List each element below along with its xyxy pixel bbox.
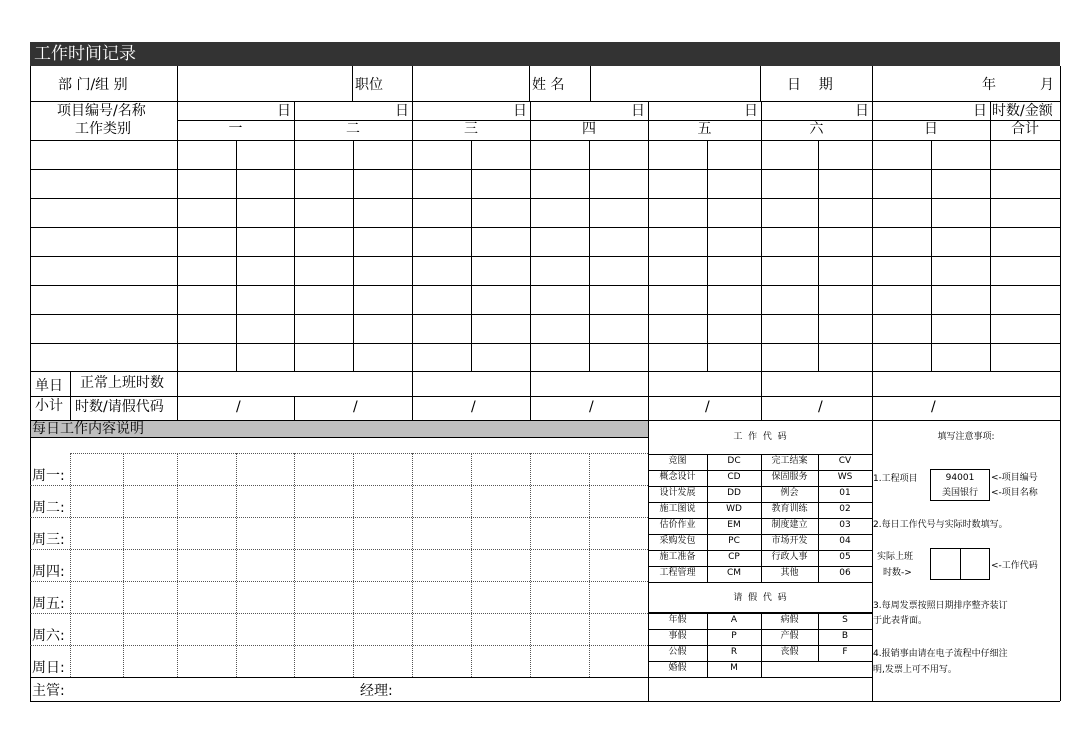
hours-cell[interactable] [413, 344, 471, 371]
hours-cell[interactable] [819, 257, 872, 285]
actual-hours-line-1: 实际上班 [877, 552, 914, 562]
hours-cell[interactable] [354, 344, 412, 371]
hours-cell[interactable] [354, 315, 412, 343]
hours-cell[interactable] [178, 344, 236, 371]
hours-cell[interactable] [708, 199, 761, 227]
dept-field[interactable] [177, 69, 352, 101]
hours-cell[interactable] [295, 228, 353, 256]
hours-cell[interactable] [819, 141, 872, 169]
work-code-cell: 01 [839, 488, 851, 498]
work-code-cell: 02 [839, 504, 851, 514]
work-code-cell: DC [727, 456, 741, 466]
dotted-line [294, 453, 295, 677]
work-code-cell: EM [727, 520, 741, 530]
work-code-cell: 其他 [780, 568, 799, 578]
work-code-cell: 保固服务 [771, 472, 808, 482]
work-code-cell: CV [838, 456, 852, 466]
note-1-code: 94001 [945, 473, 975, 483]
hours-cell[interactable] [237, 286, 294, 314]
hours-cell[interactable] [413, 286, 471, 314]
grid-line [30, 677, 648, 678]
note-1-name-hint: <-项目名称 [991, 488, 1038, 498]
hours-cell[interactable] [354, 228, 412, 256]
work-code-cell: 竞图 [668, 456, 687, 466]
work-code-cell: 行政人事 [771, 552, 808, 562]
note-2-example-divider [960, 548, 961, 580]
hours-cell[interactable] [531, 344, 589, 371]
work-code-hint: <-工作代码 [991, 561, 1038, 571]
grid-line [648, 396, 649, 420]
hours-cell[interactable] [354, 199, 412, 227]
hours-cell[interactable] [932, 286, 990, 314]
hours-cell[interactable] [819, 344, 872, 371]
slash-mark: / [353, 399, 358, 415]
leave-code-cell: P [731, 631, 737, 641]
code-col-line [707, 613, 708, 677]
hours-cell[interactable] [762, 257, 818, 285]
hours-cell[interactable] [873, 257, 931, 285]
hours-cell[interactable] [531, 199, 589, 227]
dotted-line [471, 453, 472, 677]
hours-cell[interactable] [295, 315, 353, 343]
hours-cell[interactable] [413, 141, 471, 169]
leave-codes-title: 请 假 代 码 [733, 593, 787, 603]
leave-code-cell: 事假 [668, 631, 687, 641]
grid-line [412, 396, 413, 420]
project-cell[interactable] [31, 344, 176, 371]
hours-cell[interactable] [649, 286, 707, 314]
note-1-code-hint: <-项目编号 [991, 473, 1038, 483]
code-col-line [818, 454, 819, 582]
hours-cell[interactable] [819, 170, 872, 198]
dotted-line [530, 453, 531, 677]
work-code-cell: 工程管理 [659, 568, 696, 578]
hours-cell[interactable] [295, 286, 353, 314]
work-code-cell: PC [728, 536, 740, 546]
hours-cell[interactable] [178, 315, 236, 343]
leave-code-cell: A [730, 615, 738, 625]
frame-bottom [30, 701, 1060, 702]
hours-cell[interactable] [762, 170, 818, 198]
day-mark: 日 [513, 103, 527, 119]
leave-code-cell: M [730, 663, 738, 673]
hours-cell[interactable] [413, 199, 471, 227]
day-mark: 日 [744, 103, 758, 119]
work-code-cell: 完工结案 [771, 456, 808, 466]
name-label: 姓 名 [532, 77, 565, 93]
weekday-label: 周三: [32, 532, 65, 548]
note-4-line-2: 明,发票上可不用写。 [873, 665, 957, 675]
grid-line [530, 396, 531, 420]
hours-cell[interactable] [237, 170, 294, 198]
work-code-cell: CD [727, 472, 741, 482]
hours-cell[interactable] [649, 170, 707, 198]
grid-line [294, 396, 295, 420]
hours-cell[interactable] [932, 141, 990, 169]
grid-line [990, 101, 991, 140]
work-code-cell: 采购发包 [659, 536, 696, 546]
grid-line [70, 371, 71, 420]
hours-cell[interactable] [354, 257, 412, 285]
code-col-line [761, 454, 762, 582]
dotted-line [177, 453, 178, 677]
hours-cell[interactable] [413, 257, 471, 285]
weekday-mon: 一 [228, 121, 243, 137]
hours-cell[interactable] [413, 170, 471, 198]
hours-cell[interactable] [873, 315, 931, 343]
title-bar [30, 42, 1060, 66]
hours-cell[interactable] [819, 315, 872, 343]
hours-cell[interactable] [295, 170, 353, 198]
code-row-line [648, 534, 872, 535]
hours-cell[interactable] [819, 228, 872, 256]
hours-cell[interactable] [178, 228, 236, 256]
hours-cell[interactable] [708, 286, 761, 314]
hours-label: 时数/金额 [992, 103, 1053, 119]
total-cell[interactable] [991, 199, 1059, 227]
work-code-cell: 例会 [780, 488, 799, 498]
hours-cell[interactable] [932, 228, 990, 256]
slash-mark: / [931, 399, 936, 415]
code-row-line [648, 629, 872, 630]
hours-cell[interactable] [472, 286, 530, 314]
code-row-line [648, 470, 872, 471]
hours-cell[interactable] [178, 286, 236, 314]
code-row-line [648, 502, 872, 503]
hours-cell[interactable] [178, 257, 236, 285]
dotted-line [589, 453, 590, 677]
note-1-prefix: 1.工程项目 [873, 474, 918, 484]
note-3-line-2: 于此表背面。 [873, 616, 928, 626]
project-cell[interactable] [31, 170, 176, 198]
grid-line [30, 396, 1060, 397]
frame-right [1060, 66, 1061, 701]
grid-line [352, 66, 353, 101]
normal-hours-label: 正常上班时数 [80, 375, 164, 391]
hours-cell[interactable] [178, 199, 236, 227]
code-row-line [648, 550, 872, 551]
leave-code-cell: 婚假 [668, 663, 687, 673]
hours-cell[interactable] [932, 257, 990, 285]
total-cell[interactable] [991, 344, 1059, 371]
weekday-fri: 五 [697, 121, 712, 137]
name-field[interactable] [590, 69, 760, 101]
project-cell[interactable] [31, 141, 176, 169]
hours-cell[interactable] [531, 141, 589, 169]
slash-mark: / [818, 399, 823, 415]
grid-line [760, 66, 761, 101]
weekday-sun: 日 [924, 121, 938, 137]
day-mark: 日 [631, 103, 645, 119]
hours-cell[interactable] [873, 228, 931, 256]
grid-line [872, 396, 873, 420]
day-mark: 日 [277, 103, 291, 119]
hours-cell[interactable] [762, 141, 818, 169]
leave-code-cell: 公假 [668, 647, 687, 657]
hours-cell[interactable] [472, 344, 530, 371]
work-code-cell: 05 [839, 552, 851, 562]
code-row-line [648, 613, 872, 614]
hours-cell[interactable] [590, 199, 648, 227]
work-code-cell: 施工图说 [659, 504, 696, 514]
slash-mark: / [589, 399, 594, 415]
note-2: 2.每日工作代号与实际时数填写。 [873, 520, 1008, 530]
leave-code-cell: F [842, 647, 848, 657]
leave-code-cell: 病假 [780, 615, 799, 625]
daily-section-header: 每日工作内容说明 [32, 421, 144, 437]
hours-cell[interactable] [237, 228, 294, 256]
hours-cell[interactable] [531, 315, 589, 343]
work-code-cell: 市场开发 [771, 536, 808, 546]
hours-cell[interactable] [873, 344, 931, 371]
hours-cell[interactable] [237, 315, 294, 343]
work-code-cell: 06 [839, 568, 851, 578]
date-label: 日 期 [787, 77, 833, 93]
leave-hours-label: 时数/请假代码 [75, 399, 164, 415]
grid-line [30, 437, 648, 438]
hours-cell[interactable] [295, 257, 353, 285]
hours-cell[interactable] [354, 286, 412, 314]
code-row-line [648, 566, 872, 567]
hours-cell[interactable] [819, 199, 872, 227]
hours-cell[interactable] [932, 199, 990, 227]
hours-cell[interactable] [413, 228, 471, 256]
day-mark: 日 [973, 103, 987, 119]
hours-cell[interactable] [649, 141, 707, 169]
hours-cell[interactable] [873, 141, 931, 169]
leave-code-cell: R [730, 647, 738, 657]
dotted-line [70, 453, 71, 677]
dotted-line [353, 453, 354, 677]
hours-cell[interactable] [708, 315, 761, 343]
total-cell[interactable] [991, 257, 1059, 285]
hours-cell[interactable] [708, 170, 761, 198]
page-title: 工作时间记录 [34, 44, 136, 64]
code-col-line [818, 613, 819, 661]
hours-cell[interactable] [295, 199, 353, 227]
code-row-line [648, 677, 872, 678]
hours-cell[interactable] [708, 141, 761, 169]
project-cell[interactable] [31, 286, 176, 314]
hours-cell[interactable] [873, 286, 931, 314]
project-cell[interactable] [31, 199, 176, 227]
work-code-cell: CP [728, 552, 740, 562]
total-cell[interactable] [991, 315, 1059, 343]
hours-cell[interactable] [531, 257, 589, 285]
total-cell[interactable] [991, 170, 1059, 198]
weekday-tue: 二 [346, 121, 360, 137]
work-code-cell: 概念设计 [659, 472, 696, 482]
work-code-cell: CM [726, 568, 742, 578]
grid-line [761, 396, 762, 420]
hours-cell[interactable] [531, 170, 589, 198]
hours-cell[interactable] [708, 257, 761, 285]
work-code-cell: WS [837, 472, 853, 482]
hours-cell[interactable] [590, 286, 648, 314]
actual-hours-line-2: 时数-> [883, 568, 912, 578]
hours-cell[interactable] [762, 286, 818, 314]
code-row-line [648, 645, 872, 646]
work-code-cell: 估价作业 [659, 520, 696, 530]
grid-line [872, 371, 873, 396]
total-cell[interactable] [991, 228, 1059, 256]
code-col-line [707, 454, 708, 582]
hours-cell[interactable] [762, 199, 818, 227]
note-3-line-1: 3.每周发票按照日期排序整齐装订 [873, 601, 1008, 611]
hours-cell[interactable] [413, 315, 471, 343]
hours-cell[interactable] [178, 170, 236, 198]
hours-cell[interactable] [531, 228, 589, 256]
weekday-label: 周日: [32, 660, 65, 676]
leave-code-cell: 产假 [780, 631, 799, 641]
hours-cell[interactable] [531, 286, 589, 314]
hours-cell[interactable] [649, 344, 707, 371]
hours-cell[interactable] [472, 228, 530, 256]
hours-cell[interactable] [590, 315, 648, 343]
leave-code-cell: 丧假 [780, 647, 799, 657]
manager-label: 经理: [360, 683, 393, 699]
hours-cell[interactable] [472, 170, 530, 198]
work-code-cell: 设计发展 [659, 488, 696, 498]
code-row-line [648, 518, 872, 519]
hours-cell[interactable] [708, 344, 761, 371]
dotted-line [70, 453, 648, 454]
hours-cell[interactable] [932, 315, 990, 343]
hours-cell[interactable] [590, 228, 648, 256]
weekday-sat: 六 [809, 121, 824, 137]
project-cell[interactable] [31, 315, 176, 343]
work-code-cell: 教育训练 [771, 504, 808, 514]
grid-line [30, 371, 1060, 372]
code-row-line [648, 582, 872, 583]
hours-cell[interactable] [354, 141, 412, 169]
hours-cell[interactable] [762, 228, 818, 256]
position-label: 职位 [355, 77, 383, 93]
code-row-line [648, 661, 872, 662]
note-4-line-1: 4.报销事由请在电子流程中仔细注 [873, 649, 1008, 659]
work-codes-title: 工 作 代 码 [733, 432, 787, 442]
work-code-cell: DD [727, 488, 741, 498]
day-mark: 日 [395, 103, 409, 119]
hours-cell[interactable] [590, 257, 648, 285]
grid-line [761, 371, 762, 396]
work-code-cell: WD [726, 504, 742, 514]
hours-cell[interactable] [873, 199, 931, 227]
total-cell[interactable] [991, 286, 1059, 314]
subtotal-label-2: 小计 [35, 398, 63, 414]
hours-cell[interactable] [649, 257, 707, 285]
day-mark: 日 [855, 103, 869, 119]
hours-cell[interactable] [708, 228, 761, 256]
supervisor-label: 主管: [32, 683, 65, 699]
project-cell[interactable] [31, 228, 176, 256]
hours-cell[interactable] [237, 344, 294, 371]
hours-cell[interactable] [295, 344, 353, 371]
slash-mark: / [705, 399, 710, 415]
hours-cell[interactable] [649, 228, 707, 256]
total-cell[interactable] [991, 141, 1059, 169]
grid-line [30, 101, 1060, 102]
hours-cell[interactable] [762, 344, 818, 371]
leave-code-cell: B [841, 631, 849, 641]
hours-cell[interactable] [762, 315, 818, 343]
slash-mark: / [471, 399, 476, 415]
project-cell[interactable] [31, 257, 176, 285]
dotted-line [123, 453, 124, 677]
hours-cell[interactable] [819, 286, 872, 314]
hours-cell[interactable] [873, 170, 931, 198]
hours-cell[interactable] [932, 344, 990, 371]
weekday-label: 周五: [32, 596, 65, 612]
weekday-wed: 三 [464, 121, 478, 137]
work-code-cell: 03 [839, 520, 851, 530]
hours-cell[interactable] [590, 170, 648, 198]
hours-cell[interactable] [178, 141, 236, 169]
note-1-name: 美国银行 [941, 488, 978, 498]
hours-cell[interactable] [472, 199, 530, 227]
work-code-cell: 施工准备 [659, 552, 696, 562]
hours-cell[interactable] [237, 141, 294, 169]
dotted-line [236, 453, 237, 677]
hours-cell[interactable] [237, 257, 294, 285]
weekday-label: 周一: [32, 468, 65, 484]
year-label: 年 [982, 77, 996, 93]
hours-cell[interactable] [472, 141, 530, 169]
leave-code-cell: 年假 [668, 615, 687, 625]
project-label: 项目编号/名称 [57, 103, 146, 119]
hours-cell[interactable] [472, 315, 530, 343]
date-field[interactable] [872, 69, 1060, 101]
hours-cell[interactable] [354, 170, 412, 198]
grid-line [412, 371, 413, 396]
grid-line [529, 66, 530, 101]
position-field[interactable] [412, 69, 529, 101]
grid-line [177, 371, 178, 420]
hours-cell[interactable] [590, 141, 648, 169]
leave-code-cell: S [842, 615, 848, 625]
subtotal-label-1: 单日 [35, 378, 63, 394]
weekday-label: 周六: [32, 628, 65, 644]
work-code-cell: 04 [839, 536, 851, 546]
grid-line [30, 420, 1060, 421]
dotted-line [412, 453, 413, 677]
hours-cell[interactable] [590, 344, 648, 371]
hours-cell[interactable] [237, 199, 294, 227]
hours-cell[interactable] [295, 141, 353, 169]
weekday-label: 周二: [32, 500, 65, 516]
work-code-cell: 制度建立 [771, 520, 808, 530]
total-label: 合计 [1011, 121, 1039, 137]
month-label: 月 [1040, 77, 1054, 93]
hours-cell[interactable] [649, 199, 707, 227]
grid-line [530, 371, 531, 396]
code-row-line [648, 486, 872, 487]
weekday-thu: 四 [582, 121, 596, 137]
hours-cell[interactable] [472, 257, 530, 285]
code-col-line [761, 613, 762, 677]
worktype-label: 工作类别 [75, 121, 131, 137]
grid-line [648, 371, 649, 396]
slash-mark: / [236, 399, 241, 415]
hours-cell[interactable] [649, 315, 707, 343]
code-row-line [648, 454, 872, 455]
dept-label: 部 门/组 别 [58, 77, 128, 93]
hours-cell[interactable] [932, 170, 990, 198]
notes-title: 填写注意事项: [937, 432, 995, 442]
weekday-label: 周四: [32, 564, 65, 580]
